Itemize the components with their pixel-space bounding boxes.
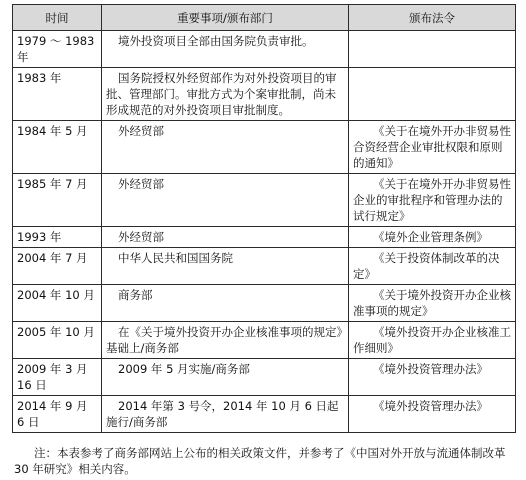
- row-law: 《关于在境外开办非贸易性企业的审批程序和管理办法的试行规定》: [349, 174, 516, 227]
- row-law: 《境外投资管理办法》: [349, 396, 516, 433]
- row-time: 2014 年 9 月 6 日: [13, 396, 102, 433]
- row-time: 1993 年: [13, 227, 102, 248]
- table-note: 注：本表参考了商务部网站上公布的相关政策文件，并参考了《中国对外开放与流通体制改革 30 年研究》相关内容。: [14, 446, 506, 476]
- table-row: [13, 68, 516, 121]
- table-row: [13, 121, 516, 174]
- table-row: [13, 322, 516, 359]
- row-event: 外经贸部: [102, 121, 349, 174]
- table-row: [13, 174, 516, 227]
- row-law: 《关于境外投资开办企业核准事项的规定》: [349, 285, 516, 322]
- header-law: 颁布法令: [349, 5, 516, 31]
- row-law: 《境外投资开办企业核准工作细则》: [349, 322, 516, 359]
- table-row: [13, 31, 516, 68]
- row-law: [349, 68, 516, 121]
- table-row: [13, 396, 516, 433]
- row-time: 2009 年 3 月 16 日: [13, 359, 102, 396]
- row-law: 《境外投资管理办法》: [349, 359, 516, 396]
- row-event: 国务院授权外经贸部作为对外投资项目的审批、管理部门。审批方式为个案审批制，尚未形成规范的对外投资项目审批制度。: [102, 68, 349, 121]
- row-time: 1983 年: [13, 68, 102, 121]
- table-row: [13, 359, 516, 396]
- table-row: [13, 285, 516, 322]
- row-event: 境外投资项目全部由国务院负责审批。: [102, 31, 349, 68]
- row-event: 商务部: [102, 285, 349, 322]
- row-time: 2004 年 7 月: [13, 248, 102, 285]
- row-law: 《关于在境外开办非贸易性合资经营企业审批权限和原则的通知》: [349, 121, 516, 174]
- row-event: 中华人民共和国国务院: [102, 248, 349, 285]
- table-row: [13, 248, 516, 285]
- table-row: [13, 227, 516, 248]
- header-event: 重要事项/颁布部门: [102, 5, 349, 31]
- row-event: 2009 年 5 月实施/商务部: [102, 359, 349, 396]
- row-time: 1985 年 7 月: [13, 174, 102, 227]
- row-time: 1984 年 5 月: [13, 121, 102, 174]
- table-header-row: [13, 5, 516, 31]
- row-law: [349, 31, 516, 68]
- row-time: 2005 年 10 月: [13, 322, 102, 359]
- row-time: 2004 年 10 月: [13, 285, 102, 322]
- row-time: 1979 ～ 1983 年: [13, 31, 102, 68]
- row-law: 《关于投资体制改革的决定》: [349, 248, 516, 285]
- row-event: 外经贸部: [102, 174, 349, 227]
- row-law: 《境外企业管理条例》: [349, 227, 516, 248]
- row-event: 外经贸部: [102, 227, 349, 248]
- policy-table: [12, 4, 516, 433]
- row-event: 在《关于境外投资开办企业核准事项的规定》基础上/商务部: [102, 322, 349, 359]
- header-time: 时间: [13, 5, 102, 31]
- row-event: 2014 年第 3 号令，2014 年 10 月 6 日起施行/商务部: [102, 396, 349, 433]
